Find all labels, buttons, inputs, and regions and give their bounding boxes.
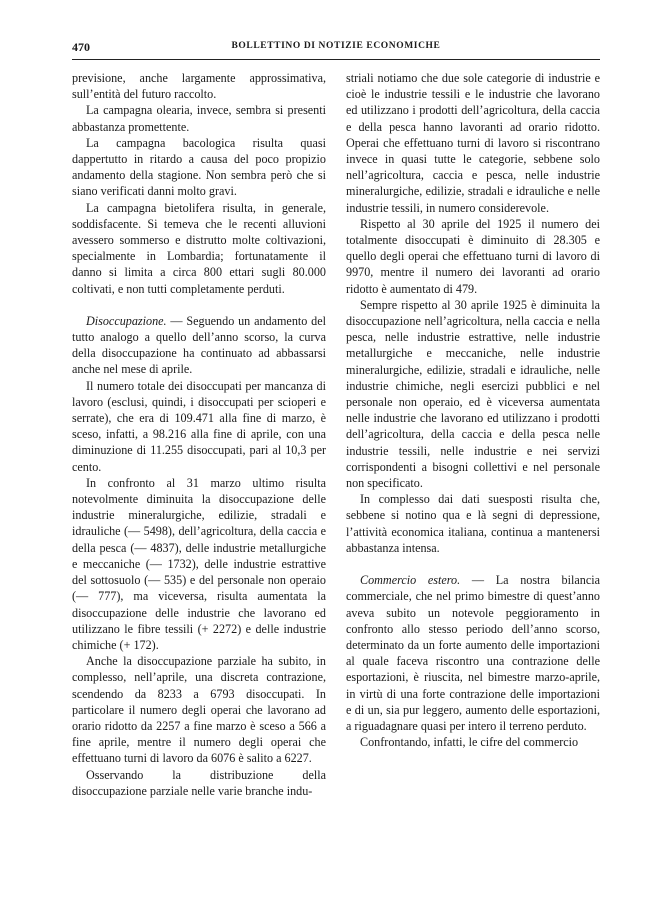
paragraph: Confrontando, infatti, le cifre del commercio — [360, 735, 579, 750]
paragraph: Osservando la distribuzione della disoccupazione parziale nelle varie branche indu- — [72, 767, 326, 798]
page-header — [72, 40, 600, 56]
paragraph: Anche la disoccupazione parziale ha subito, in complesso, nell’aprile, una discreta contrazione, scendendo da 8233 a 6793 disoccupati. In particolare il numero degli operai che lavorano ad orario ridotto da 2257 a fine marzo è sceso a 566 a fine aprile, mentre il numero degli operai che effettuano turni di lavoro da 6076 è salito a 6227. — [72, 654, 326, 766]
right-column — [346, 70, 600, 885]
paragraph: previsione, anche largamente approssimativa, sull’entità del futuro raccolto. — [72, 71, 326, 102]
section-lead-text: — Seguendo un andamento del tutto analogo a quello dell’anno scorso, la curva della disoccupazione ha continuato ad abbassarsi anche nel mese di aprile. — [72, 313, 326, 377]
section-paragraph-commercio-estero — [346, 572, 600, 734]
running-title: BOLLETTINO DI NOTIZIE ECONOMICHE — [231, 41, 441, 51]
paragraph-continuation: striali notiamo che due sole categorie di industrie e cioè le industrie tessili e le industrie che lavorano ed utilizzano i prodotti dell’agricoltura, della caccia e della pesca hanno lavoranti ad orario ridotto. Operai che effettuano turni di lavoro si riscontrano invece in quasi tutte le categorie, sebbene solo nell’agricoltura, caccia e pesca, nelle industrie mineralurgiche, edilizie, stradali e idrauliche e nelle industrie tessili, in numero considerevole. — [346, 71, 600, 215]
paragraph: In confronto al 31 marzo ultimo risulta notevolmente diminuita la disoccupazione delle industrie mineralurgiche, edilizie, stradali e idrauliche (— 5498), dell’agricoltura, della caccia e della pesca (— 4837), delle industrie metallurgiche e meccaniche (— 1732), delle industrie estrattive del sottosuolo (— 535) e del personale non operaio (— 777), ma viceversa, risulta aumentata la disoccupazione delle industrie che lavorano ed utilizzano le fibre tessili (+ 2272) e delle industrie chimiche (+ 172). — [72, 475, 326, 652]
paragraph: Rispetto al 30 aprile del 1925 il numero dei totalmente disoccupati è diminuito di 28.305 e quello degli operai che effettuano turni di lavoro di 9970, mentre il numero dei lavoranti ad orario ridotto è aumentato di 479. — [346, 216, 600, 296]
paragraph: In complesso dai dati suesposti risulta che, sebbene si notino qua e là segni di depressione, l’attività economica italiana, continua a mantenersi abbastanza intensa. — [346, 492, 600, 555]
section-paragraph-disoccupazione — [72, 313, 326, 378]
left-column — [72, 70, 326, 885]
page-number: 470 — [72, 40, 90, 54]
section-title-disoccupazione: Disoccupazione. — [86, 313, 167, 328]
paragraph: La campagna bietolifera risulta, in generale, soddisfacente. Si temeva che le recenti alluvioni avessero sommerso e distrutto molte coltivazioni, specialmente in Lombardia; fortunatamente il danno si limita a circa 800 ettari sugli 80.000 coltivati, e non tutti completamente perduti. — [72, 200, 326, 296]
paragraph: Sempre rispetto al 30 aprile 1925 è diminuita la disoccupazione nell’agricoltura, nella caccia e nella pesca, nelle industrie estrattive, nelle industrie metallurgiche e meccaniche, nelle industrie mineralurgiche, edilizie, stradali e idrauliche, nelle industrie chimiche, negli esercizi pubblici e nel personale non operaio, ed è viceversa aumentata nelle industrie che lavorano ed utilizzano i prodotti dell’agricoltura, della caccia e della pesca nelle industrie tessili, nelle industrie e nei servizi corrispondenti a bisogni collettivi e nel personale non specificato. — [346, 297, 600, 491]
section-title-commercio-estero: Commercio estero. — [360, 573, 461, 588]
header-rule — [72, 59, 600, 60]
paragraph: La campagna bacologica risulta quasi dappertutto in ritardo a causa del poco propizio andamento della stagione. Non sembra però che si siano verificati danni molto gravi. — [72, 135, 326, 199]
paragraph: Il numero totale dei disoccupati per mancanza di lavoro (esclusi, quindi, i disoccupati per scioperi e serrate), che era di 109.471 alla fine di marzo, è sceso, infatti, a 98.216 alla fine di aprile, con una diminuzione di 11.255 disoccupati, pari al 10,3 per cento. — [72, 378, 326, 474]
paragraph: La campagna olearia, invece, sembra si presenti abbastanza promettente. — [72, 103, 326, 134]
section-lead-text: — La nostra bilancia commerciale, che nel primo bimestre di quest’anno aveva subito un notevole peggioramento in confronto allo stesso periodo dell’anno scorso, determinato da un forte aumento delle importazioni al quale faceva riscontro una contrazione delle esportazioni, è riuscita, nel bimestre marzo-aprile, in virtù di una forte contrazione delle importazioni e di un, sia pur leggero, aumento delle esportazioni, a riguadagnare quasi per intero il terreno perduto. — [346, 573, 600, 733]
